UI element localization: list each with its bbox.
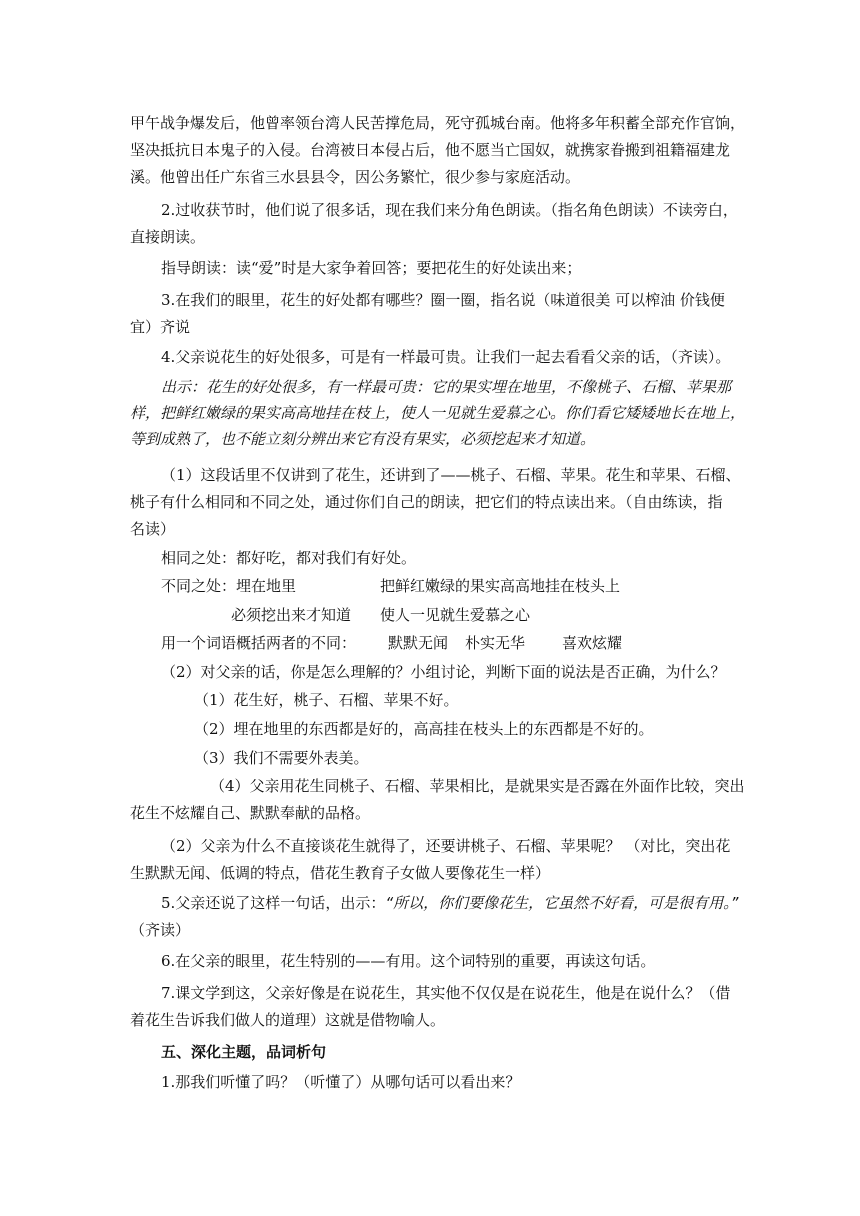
text-line: 溪。他曾出任广东省三水县县令，因公务繁忙，很少参与家庭活动。 (130, 168, 581, 186)
text-line: 3.在我们的眼里，花生的好处都有哪些？圈一圈，指名说（味道很美 可以榨油 价钱便 (161, 291, 725, 309)
text-line: （3）我们不需要外表美。 (194, 749, 369, 767)
text-line: 名读） (130, 520, 176, 538)
text-line: 坚决抵抗日本鬼子的入侵。台湾被日本侵占后，他不愿当亡国奴，就携家眷搬到祖籍福建龙 (130, 141, 731, 159)
text-line: 指导朗读：读“爱”时是大家争着回答；要把花生的好处读出来； (161, 259, 582, 277)
quote-segment: “所以，你们要像花生，它虽然不好看，可是很有用。” (385, 894, 739, 912)
text-line: （齐读） (130, 921, 191, 939)
text-line: 生默默无闻、低调的特点，借花生教育子女做人要像花生一样） (130, 864, 551, 882)
text-line: 喜欢炫耀 (562, 634, 623, 652)
text-line: 默默无闻 (388, 634, 449, 652)
section-heading: 五、深化主题，品词析句 (161, 1043, 327, 1061)
text-line: 桃子有什么相同和不同之处，通过你们自己的朗读，把它们的特点读出来。（自由练读，指 (130, 493, 723, 511)
text-line: （1）这段话里不仅讲到了花生，还讲到了——桃子、石榴、苹果。花生和苹果、石榴、 (161, 466, 741, 484)
text-line: （4）父亲用花生同桃子、石榴、苹果相比，是就果实是否露在外面作比较，突出 (210, 777, 745, 795)
quote-line: 出示：花生的好处很多，有一样最可贵：它的果实埋在地里，不像桃子、石榴、苹果那 (161, 378, 732, 396)
text-line: 7.课文学到这，父亲好像是在说花生，其实他不仅仅是在说花生，他是在说什么？（借 (161, 984, 731, 1002)
text-line: （1）花生好，桃子、石榴、苹果不好。 (194, 691, 459, 709)
text-line: 着花生告诉我们做人的道理）这就是借物喻人。 (130, 1011, 446, 1029)
text-line: 把鲜红嫩绿的果实高高地挂在枝头上 (380, 577, 621, 595)
text-line: 用一个词语概括两者的不同： (161, 634, 357, 652)
text-line: （2）埋在地里的东西都是好的，高高挂在枝头上的东西都是不好的。 (194, 720, 654, 738)
text-segment: 5.父亲还说了这样一句话，出示： (161, 894, 386, 912)
text-line: 相同之处：都好吃，都对我们有好处。 (161, 549, 417, 567)
text-line: （2）对父亲的话，你是怎么理解的？小组讨论，判断下面的说法是否正确，为什么？ (161, 663, 726, 681)
quote-line: 等到成熟了，也不能立刻分辨出来它有没有果实，必须挖起来才知道。 (130, 430, 596, 448)
quote-line: 样，把鲜红嫩绿的果实高高地挂在枝上，使人一见就生爱慕之心。你们看它矮矮地长在地上， (130, 404, 746, 422)
text-line: 直接朗读。 (130, 228, 206, 246)
text-line: 2.过收获节时，他们说了很多话，现在我们来分角色朗读。（指名角色朗读）不读旁白， (161, 201, 738, 219)
text-line (161, 892, 738, 914)
text-line: 6.在父亲的眼里，花生特别的——有用。这个词特别的重要，再读这句话。 (161, 952, 656, 970)
text-line: 使人一见就生爱慕之心 (380, 606, 531, 624)
text-line: 甲午战争爆发后，他曾率领台湾人民苦撑危局，死守孤城台南。他将多年积蓄全部充作官饷， (130, 114, 746, 132)
text-line: （2）父亲为什么不直接谈花生就得了，还要讲桃子、石榴、苹果呢？ （对比，突出花 (161, 837, 731, 855)
text-line: 1.那我们听懂了吗？（听懂了）从哪句话可以看出来？ (161, 1073, 521, 1091)
text-line: 不同之处：埋在地里 (161, 577, 297, 595)
text-line: 必须挖出来才知道 (231, 606, 352, 624)
text-line: 宜）齐说 (130, 318, 191, 336)
text-line: 花生不炫耀自己、默默奉献的品格。 (130, 804, 371, 822)
text-line: 朴实无华 (465, 634, 526, 652)
text-line: 4.父亲说花生的好处很多，可是有一样最可贵。让我们一起去看看父亲的话，（齐读）。 (161, 348, 731, 366)
